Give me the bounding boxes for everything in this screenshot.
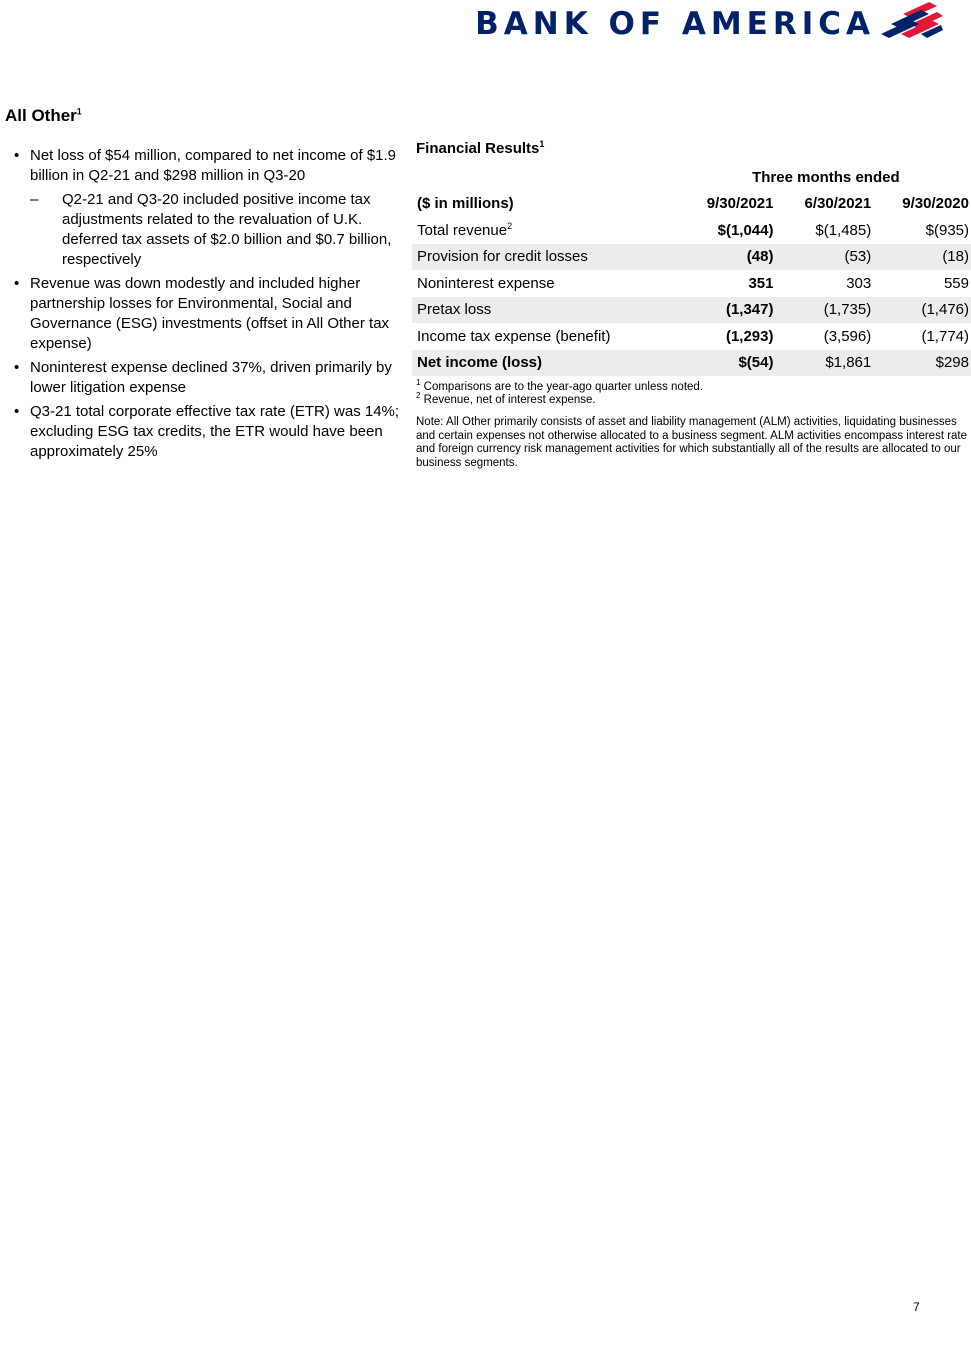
bullet-icon: •: [14, 275, 20, 292]
column-header: 6/30/2021: [804, 195, 872, 213]
flag-icon: [881, 2, 943, 46]
table-row: [412, 217, 971, 244]
note-text: Note: All Other primarily consists of asset and liability management (ALM) activities, liquidating businesses and certain expenses not otherwise allocated to a business segment. ALM activities encompass interest rate and foreign currency risk management activities for which substantially all of the results are allocated to our business segments.: [416, 416, 968, 469]
column-header: 9/30/2021: [706, 195, 774, 213]
brand-wordmark: BANK OF AMERICA: [475, 6, 875, 42]
cell-value: (53): [775, 244, 873, 271]
cell-value: $(1,044): [717, 221, 774, 239]
row-label: Income tax expense (benefit): [417, 327, 611, 345]
bullet-icon: •: [14, 403, 20, 420]
table-row: [412, 323, 971, 350]
row-label: Noninterest expense: [417, 274, 555, 292]
table-row: [412, 297, 971, 324]
period-header-row: [412, 164, 971, 191]
cell-value: $(1,485): [815, 221, 872, 239]
cell-value: $(935): [925, 221, 969, 239]
cell-value: (18): [873, 244, 971, 271]
dash-icon: –: [30, 191, 39, 208]
row-label: Pretax loss: [412, 297, 678, 324]
cell-value: (48): [678, 244, 776, 271]
cell-value: (1,347): [678, 297, 776, 324]
bullet-list: [14, 146, 400, 466]
column-header: 9/30/2020: [902, 195, 969, 213]
column-header-row: [412, 191, 971, 218]
column-header-label: ($ in millions): [417, 195, 514, 213]
bullet-icon: •: [14, 147, 20, 164]
section-title: All Other$^1$: [5, 106, 82, 125]
sub-bullet-text: Q2-21 and Q3-20 included positive income tax adjustments related to the revaluation of U.K. deferred tax assets of $2.0 billion and $0.7 billion, respectively: [62, 191, 392, 268]
cell-value: 351: [748, 274, 774, 292]
cell-value: (1,293): [725, 327, 774, 345]
cell-value: (3,596): [823, 327, 872, 345]
footnotes: [416, 378, 968, 470]
cell-value: 303: [846, 274, 872, 292]
cell-value: 559: [943, 274, 969, 292]
bullet-text: Revenue was down modestly and included higher partnership losses for Environmental, Social and Governance (ESG) investments (offset in All Other tax expense): [30, 275, 390, 352]
bullet-item: [14, 274, 400, 354]
table-row: [412, 244, 971, 271]
row-label: Net income (loss): [412, 350, 678, 377]
bullet-text: Noninterest expense declined 37%, driven primarily by lower litigation expense: [30, 359, 392, 396]
cell-value: $298: [873, 350, 971, 377]
row-label: Total revenue$^2$: [417, 220, 513, 239]
cell-value: $1,861: [775, 350, 873, 377]
cell-value: (1,476): [873, 297, 971, 324]
page-number: 7: [913, 1300, 920, 1314]
footnote: $^2$ Revenue, net of interest expense.: [416, 391, 596, 406]
row-label: Provision for credit losses: [412, 244, 678, 271]
period-header: Three months ended: [752, 168, 900, 186]
bank-of-america-logo: [475, 2, 943, 46]
cell-value: $(54): [678, 350, 776, 377]
bullet-icon: •: [14, 359, 20, 376]
bullet-item: [14, 146, 400, 186]
bullet-item: [14, 402, 400, 462]
cell-value: (1,774): [921, 327, 969, 345]
table-row: [412, 270, 971, 297]
footnote: $^1$ Comparisons are to the year-ago quarter unless noted.: [416, 378, 704, 393]
bullet-text: Q3-21 total corporate effective tax rate (ETR) was 14%; excluding ESG tax credits, the ETR would have been approximately 25%: [30, 403, 400, 460]
financial-results-table: [412, 164, 971, 376]
bullet-item: [14, 358, 400, 398]
bullet-text: Net loss of $54 million, compared to net income of $1.9 billion in Q2-21 and $298 million in Q3-20: [30, 147, 397, 184]
cell-value: (1,735): [775, 297, 873, 324]
financial-results-title: Financial Results$^1$: [416, 139, 545, 157]
sub-bullet-item: [14, 190, 400, 270]
table-row-total: [412, 350, 971, 377]
